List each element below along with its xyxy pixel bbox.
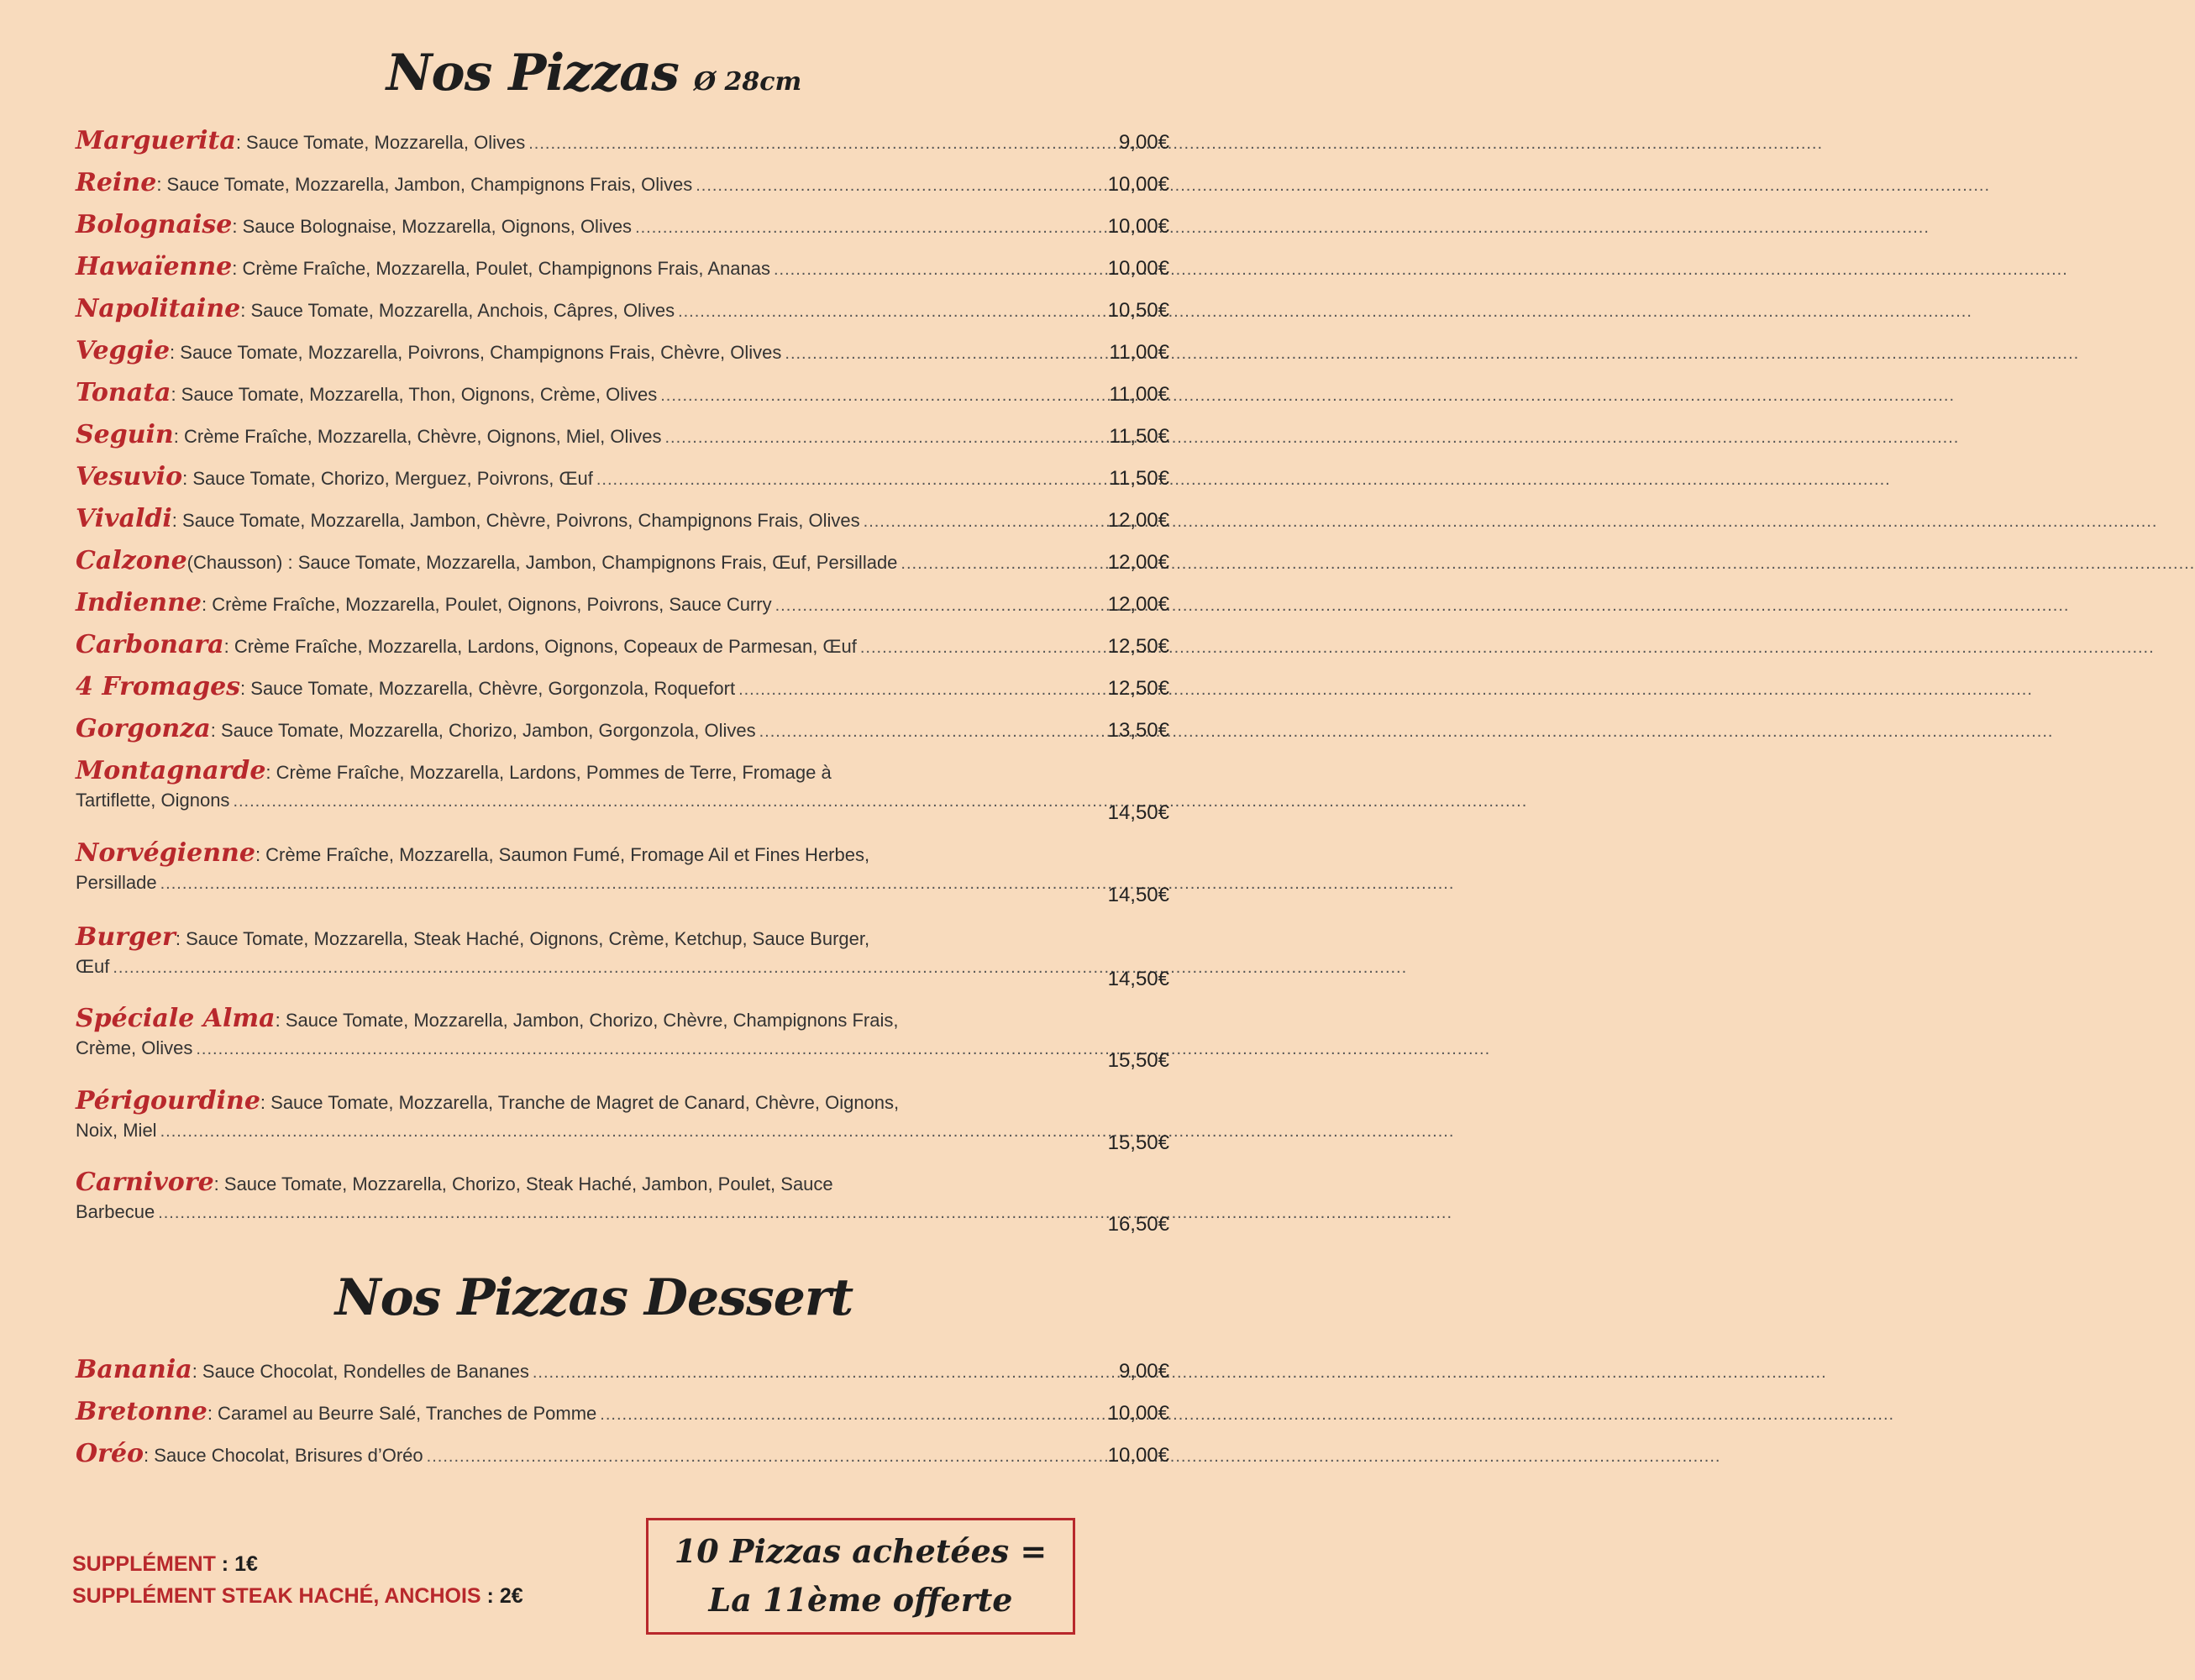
menu-item-description: : Sauce Tomate, Mozzarella, Tranche de Magret de Canard, Chèvre, Oignons,: [260, 1092, 900, 1113]
menu-item-price: [1016, 341, 1169, 365]
menu-item-description: : Crème Fraîche, Mozzarella, Lardons, Oignons, Copeaux de Parmesan, Œuf: [223, 636, 857, 657]
dot-leader: [774, 260, 2068, 280]
menu-item-name: Hawaïenne: [76, 252, 233, 281]
menu-item-line: [76, 1037, 977, 1076]
menu-item-name: Montagnarde: [76, 756, 266, 785]
menu-item-line: [76, 504, 977, 538]
dot-leader: [113, 958, 1407, 978]
menu-item-price: [1016, 884, 1169, 907]
pizzas-title: [0, 44, 1188, 102]
menu-item: [76, 462, 1169, 496]
dot-leader: [160, 1122, 1455, 1142]
menu-item-price: [1016, 551, 1169, 575]
pizzas-title-text: Nos Pizzas: [386, 44, 679, 102]
menu-item-name: Norvégienne: [76, 838, 255, 868]
menu-item-price: [1016, 968, 1169, 991]
menu-item-price: [1016, 467, 1169, 491]
dot-leader: [775, 596, 2070, 616]
menu-item: [76, 126, 1169, 160]
menu-item: [76, 1397, 1169, 1431]
dot-leader: [196, 1040, 1490, 1059]
menu-item: [76, 756, 1169, 828]
menu-item-price-value: 10,00€: [1107, 1402, 1169, 1425]
menu-item-description: : Crème Fraîche, Mozzarella, Lardons, Pommes de Terre, Fromage à: [265, 762, 832, 783]
menu-item-price: [1016, 719, 1169, 743]
menu-item-price: [1016, 1049, 1169, 1073]
dot-leader: [635, 218, 1930, 238]
menu-item-price: [1016, 1213, 1169, 1236]
menu-item-line: [76, 1201, 977, 1240]
menu-item-description: : Sauce Tomate, Mozzarella, Poivrons, Champignons Frais, Chèvre, Olives: [170, 342, 782, 363]
menu-item-price: [1016, 677, 1169, 701]
menu-item-description-cont: Crème, Olives: [76, 1037, 193, 1058]
menu-item-name: Calzone: [76, 546, 187, 575]
menu-item: [76, 336, 1169, 370]
dot-leader: [158, 1204, 1452, 1223]
supplement-line: [72, 1552, 258, 1577]
menu-item-price: [1016, 1402, 1169, 1425]
menu-item-line: [76, 872, 977, 911]
menu-item-line: [76, 956, 977, 995]
menu-item-line: [76, 672, 977, 706]
menu-item-line: [76, 1168, 977, 1201]
menu-item-line: [76, 630, 977, 664]
menu-item-description: : Sauce Bolognaise, Mozzarella, Oignons, Olives: [232, 216, 633, 237]
menu-item-line: [76, 1439, 977, 1473]
menu-item-description-cont: Tartiflette, Oignons: [76, 790, 230, 811]
supplement-steak-price: : 2€: [480, 1584, 523, 1608]
menu-item-description: : Sauce Tomate, Mozzarella, Thon, Oignons, Crème, Olives: [171, 384, 658, 405]
menu-item-line: [76, 1086, 977, 1120]
loyalty-promo-box: [646, 1518, 1075, 1635]
menu-item-description: : Sauce Tomate, Mozzarella, Chèvre, Gorgonzola, Roquefort: [240, 678, 736, 699]
menu-item-price-value: 12,00€: [1107, 593, 1169, 616]
menu-item-description: : Sauce Tomate, Chorizo, Merguez, Poivrons, Œuf: [182, 468, 593, 489]
menu-item: [76, 630, 1169, 664]
menu-item-name: Napolitaine: [76, 294, 241, 323]
menu-item-description-cont: Persillade: [76, 872, 157, 893]
menu-item: [76, 210, 1169, 244]
dot-leader: [533, 1363, 1827, 1383]
menu-item-description: : Crème Fraîche, Mozzarella, Poulet, Oignons, Poivrons, Sauce Curry: [202, 594, 772, 615]
menu-item-description: : Sauce Chocolat, Rondelles de Bananes: [192, 1361, 529, 1382]
menu-item-price: [1016, 383, 1169, 407]
menu-item: [76, 168, 1169, 202]
menu-item: [76, 1004, 1169, 1076]
dot-leader: [785, 344, 2079, 364]
menu-item-description: : Sauce Tomate, Mozzarella, Jambon, Champignons Frais, Olives: [156, 174, 693, 195]
menu-item: [76, 714, 1169, 748]
menu-item-description-cont: Barbecue: [76, 1201, 155, 1222]
supplement-steak-label: SUPPLÉMENT STEAK HACHÉ, ANCHOIS: [72, 1584, 481, 1608]
dot-leader: [678, 302, 1972, 322]
menu-item-price-value: 15,50€: [1107, 1131, 1169, 1154]
menu-item-name: Banania: [76, 1355, 192, 1384]
menu-item-description: : Sauce Tomate, Mozzarella, Chorizo, Jambon, Gorgonzola, Olives: [210, 720, 756, 741]
dot-leader: [160, 874, 1455, 894]
dessert-title: Nos Pizzas Dessert: [334, 1268, 853, 1327]
menu-item-name: Tonata: [76, 378, 171, 407]
menu-item-line: [76, 756, 977, 790]
menu-item: [76, 294, 1169, 328]
menu-item-line: [76, 922, 977, 956]
menu-item-description: (Chausson) : Sauce Tomate, Mozzarella, Jambon, Champignons Frais, Œuf, Persillade: [186, 552, 898, 573]
menu-item: [76, 1168, 1169, 1240]
menu-item-line: [76, 168, 977, 202]
menu-item-description-cont: Noix, Miel: [76, 1120, 157, 1141]
menu-item-price: [1016, 299, 1169, 323]
menu-item-line: [76, 378, 977, 412]
menu-item: [76, 252, 1169, 286]
menu-item-name: Périgourdine: [76, 1086, 260, 1116]
supplement-steak-line: [72, 1584, 523, 1609]
dot-leader: [759, 722, 2054, 742]
menu-item: [76, 378, 1169, 412]
menu-item-price-value: 14,50€: [1107, 968, 1169, 990]
menu-item-price-value: 10,00€: [1107, 257, 1169, 280]
menu-item-description: : Sauce Tomate, Mozzarella, Olives: [235, 132, 526, 153]
menu-item-description-cont: Œuf: [76, 956, 110, 977]
menu-item-price-value: 14,50€: [1107, 884, 1169, 906]
menu-item-line: [76, 210, 977, 244]
menu-item: [76, 1355, 1169, 1389]
menu-item-price: [1016, 801, 1169, 825]
menu-item-name: Veggie: [76, 336, 171, 365]
menu-item-price-value: 10,50€: [1107, 299, 1169, 322]
menu-item: [76, 672, 1169, 706]
dot-leader: [596, 470, 1891, 490]
dot-leader: [660, 386, 1955, 406]
menu-item-line: [76, 1397, 977, 1431]
menu-item-price-value: 9,00€: [1118, 1360, 1169, 1383]
menu-item-price: [1016, 1444, 1169, 1467]
menu-item-description: : Sauce Tomate, Mozzarella, Jambon, Chèvre, Poivrons, Champignons Frais, Olives: [171, 510, 860, 531]
menu-item-price: [1016, 509, 1169, 533]
menu-item-line: [76, 1120, 977, 1158]
menu-item-name: Vesuvio: [76, 462, 183, 491]
menu-item-price-value: 9,00€: [1118, 131, 1169, 154]
menu-item-price-value: 12,00€: [1107, 551, 1169, 574]
menu-item-price-value: 15,50€: [1107, 1049, 1169, 1072]
menu-item-name: Burger: [76, 922, 176, 952]
menu-item-name: Bolognaise: [76, 210, 233, 239]
menu-item-name: Carnivore: [76, 1168, 214, 1197]
menu-item-line: [76, 336, 977, 370]
menu-item: [76, 1086, 1169, 1158]
menu-item-line: [76, 838, 977, 872]
menu-item-name: Reine: [76, 168, 157, 197]
menu-item-line: [76, 252, 977, 286]
dot-leader: [665, 428, 1960, 448]
menu-item-line: [76, 1355, 977, 1389]
menu-item-name: Indienne: [76, 588, 202, 617]
menu-item-price: [1016, 1131, 1169, 1155]
menu-item: [76, 1439, 1169, 1473]
supplement-label: SUPPLÉMENT: [72, 1552, 216, 1576]
menu-item-price-value: 10,00€: [1107, 1444, 1169, 1467]
menu-item: [76, 504, 1169, 538]
menu-item-line: [76, 546, 977, 580]
menu-item-price-value: 12,50€: [1107, 677, 1169, 700]
menu-item-price-value: 12,50€: [1107, 635, 1169, 658]
menu-item-price-value: 10,00€: [1107, 173, 1169, 196]
menu-item-price-value: 13,50€: [1107, 719, 1169, 742]
supplement-price: : 1€: [215, 1552, 258, 1576]
menu-item: [76, 420, 1169, 454]
menu-item-price-value: 14,50€: [1107, 801, 1169, 824]
promo-line-1: 10 Pizzas achetées =: [674, 1532, 1048, 1570]
menu-item-price: [1016, 131, 1169, 155]
menu-item-price-value: 16,50€: [1107, 1213, 1169, 1236]
menu-item-name: Gorgonza: [76, 714, 211, 743]
dot-leader: [738, 680, 2033, 700]
menu-item-price: [1016, 257, 1169, 281]
menu-item-line: [76, 790, 977, 828]
menu-item-description: : Sauce Tomate, Mozzarella, Steak Haché, Oignons, Crème, Ketchup, Sauce Burger,: [175, 928, 870, 949]
menu-item-description: : Caramel au Beurre Salé, Tranches de Pomme: [207, 1403, 597, 1424]
menu-item-name: Marguerita: [76, 126, 236, 155]
menu-item-line: [76, 1004, 977, 1037]
menu-item-name: Vivaldi: [76, 504, 172, 533]
menu-item-price-value: 11,50€: [1109, 425, 1169, 448]
menu-item: [76, 922, 1169, 995]
menu-item-name: Oréo: [76, 1439, 144, 1468]
menu-item-name: Bretonne: [76, 1397, 207, 1426]
menu-item-price-value: 11,50€: [1109, 467, 1169, 490]
menu-item-line: [76, 294, 977, 328]
menu-item-line: [76, 126, 977, 160]
menu-item-name: Carbonara: [76, 630, 224, 659]
pizza-size-label: Ø 28cm: [693, 67, 802, 97]
menu-item-name: 4 Fromages: [76, 672, 241, 701]
menu-item-description: : Crème Fraîche, Mozzarella, Chèvre, Oignons, Miel, Olives: [173, 426, 662, 447]
dot-leader: [528, 134, 1823, 154]
menu-item-name: Spéciale Alma: [76, 1004, 276, 1033]
menu-item-description: : Sauce Tomate, Mozzarella, Chorizo, Steak Haché, Jambon, Poulet, Sauce: [213, 1173, 833, 1194]
menu-item-price: [1016, 635, 1169, 659]
menu-item-line: [76, 420, 977, 454]
menu-item-line: [76, 714, 977, 748]
menu-item-description: : Sauce Tomate, Mozzarella, Jambon, Chorizo, Chèvre, Champignons Frais,: [275, 1010, 899, 1031]
menu-item: [76, 838, 1169, 911]
menu-item-price: [1016, 1360, 1169, 1383]
menu-item-price: [1016, 425, 1169, 449]
dot-leader: [600, 1405, 1894, 1425]
menu-item-price: [1016, 173, 1169, 197]
dot-leader: [233, 792, 1527, 811]
menu-item-price-value: 11,00€: [1109, 341, 1169, 364]
menu-item-price-value: 12,00€: [1107, 509, 1169, 532]
menu-item-price: [1016, 215, 1169, 239]
menu-item-name: Seguin: [76, 420, 174, 449]
menu-item: [76, 588, 1169, 622]
menu-item-description: : Sauce Tomate, Mozzarella, Anchois, Câpres, Olives: [240, 300, 675, 321]
menu-item: [76, 546, 1169, 580]
promo-line-2: La 11ème offerte: [708, 1581, 1013, 1619]
menu-item-price-value: 10,00€: [1107, 215, 1169, 238]
menu-item-description: : Crème Fraîche, Mozzarella, Saumon Fumé, Fromage Ail et Fines Herbes,: [255, 844, 870, 865]
menu-item-price: [1016, 593, 1169, 617]
dot-leader: [696, 176, 1990, 196]
menu-item-line: [76, 462, 977, 496]
menu-item-description: : Crème Fraîche, Mozzarella, Poulet, Champignons Frais, Ananas: [232, 258, 770, 279]
menu-item-description: : Sauce Chocolat, Brisures d’Oréo: [144, 1445, 423, 1466]
menu-item-line: [76, 588, 977, 622]
menu-item-price-value: 11,00€: [1109, 383, 1169, 406]
